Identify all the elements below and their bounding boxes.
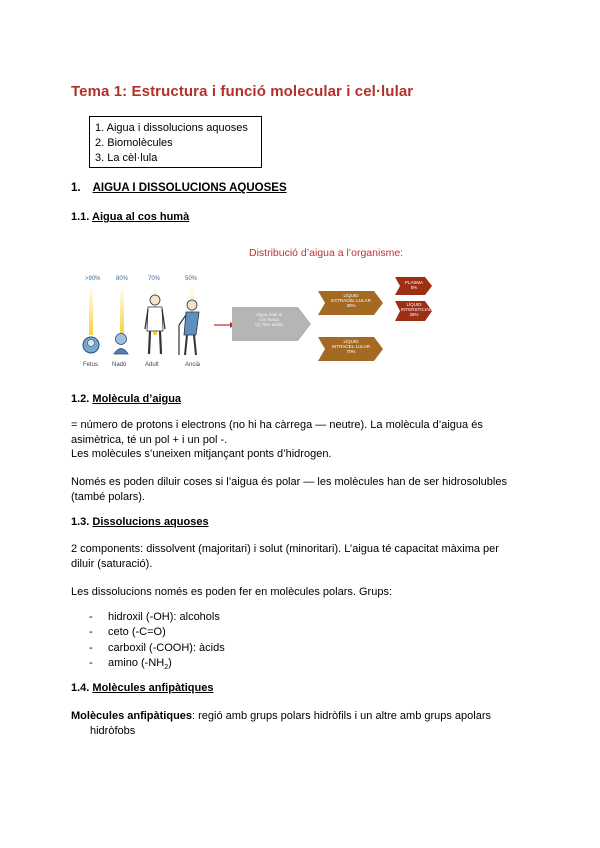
- page-title: Tema 1: Estructura i funció molecular i cel·lular: [71, 83, 414, 100]
- percentage-label: 50%: [185, 276, 198, 282]
- definition-term: Molècules anfipàtiques: [71, 710, 193, 722]
- subsection-number: 1.4.: [71, 682, 90, 694]
- subsection-title: Molècula d’aigua: [92, 393, 182, 405]
- text-line: 2 components: dissolvent (majoritari) i solut (minoritari). L’aigua té capacitat màxima per: [71, 543, 499, 555]
- subsection-heading-1-1: [71, 211, 189, 223]
- subsection-title: Dissolucions aquoses: [92, 516, 209, 528]
- toc-item: 1. Aigua i dissolucions aquoses: [95, 122, 248, 134]
- figure-title: Distribució d’aigua a l’organisme:: [249, 247, 404, 259]
- box-line: 30%: [346, 303, 356, 308]
- text-line: = número de protons i electrons (no hi ha càrrega — neutre). La molècula d’aigua és: [71, 419, 483, 431]
- box-line: LÍQUID: [343, 339, 359, 344]
- box-line: INTRACEL·LULAR: [331, 344, 371, 349]
- box-line: 70%: [346, 349, 356, 354]
- section-number: 1.: [71, 182, 81, 194]
- section-title: AIGUA I DISSOLUCIONS AQUOSES: [92, 182, 287, 194]
- paragraph: Les dissolucions només es poden fer en molècules polars. Grups:: [71, 586, 393, 598]
- toc-item: 3. La cèl·lula: [95, 152, 158, 164]
- subsection-heading-1-3: [71, 516, 209, 528]
- subsection-heading-1-2: [71, 393, 181, 405]
- paragraph: [71, 542, 541, 571]
- definition-text: hidròfobs: [90, 725, 136, 737]
- small-box-line: 5%: [410, 285, 418, 290]
- box-line: EXTRACEL·LULAR: [331, 298, 371, 303]
- baby-icon: [114, 334, 128, 355]
- center-box-line: (ej 70% adult): [255, 322, 283, 327]
- adult-icon: [145, 295, 165, 354]
- figure-caption: Fetus: [83, 362, 99, 368]
- percentage-label: 80%: [116, 276, 129, 282]
- text-line: Les molècules s’uneixen mitjançant ponts d’hidrogen.: [71, 448, 332, 460]
- water-distribution-figure: [75, 243, 545, 373]
- text-line: asimètrica, té un pol + i un pol -.: [71, 433, 228, 446]
- elderly-icon: [179, 300, 199, 355]
- list-item: - hidroxil (-OH): alcohols: [89, 610, 225, 625]
- percentage-label: 70%: [148, 276, 161, 282]
- subsection-number: 1.2.: [71, 393, 90, 405]
- center-box-line: Aigua total al: [255, 312, 283, 317]
- functional-groups-list: [89, 610, 225, 675]
- small-box-line: INTERSTICIAL: [401, 307, 432, 312]
- small-box-line: LÍQUID: [406, 302, 422, 307]
- text-line: (també polars).: [71, 490, 145, 503]
- human-figures-illustration: [75, 243, 235, 368]
- subsection-number: 1.3.: [71, 516, 90, 528]
- small-box-line: 25%: [409, 312, 419, 317]
- definition-paragraph: [71, 709, 541, 739]
- text-line: diluir (saturació).: [71, 557, 153, 570]
- paragraph: [71, 418, 541, 462]
- table-of-contents: [89, 116, 262, 168]
- list-item: - ceto (-C=O): [89, 625, 225, 640]
- fetus-icon: [83, 337, 99, 353]
- center-box-line: cos humà: [259, 317, 279, 322]
- figure-caption: Nadó: [112, 362, 127, 368]
- definition-text: : regió amb grups polars hidròfils i un altre amb grups apolars: [192, 710, 492, 722]
- subsection-title: Aigua al cos humà: [92, 211, 190, 223]
- paragraph: [71, 475, 541, 504]
- box-line: LÍQUID: [343, 293, 359, 298]
- figure-caption: Adult: [145, 362, 159, 368]
- percentage-label: >90%: [85, 276, 101, 282]
- list-item: - amino $(-NH_2)$: [89, 656, 225, 675]
- subsection-title: Molècules anfipàtiques: [92, 682, 214, 694]
- section-heading-1: [71, 182, 287, 194]
- toc-item: 2. Biomolècules: [95, 137, 173, 149]
- small-box-line: PLASMA: [404, 280, 424, 285]
- text-line: Només es poden diluir coses si l’aigua és polar — les molècules han de ser hidrosolubles: [71, 476, 507, 488]
- subsection-heading-1-4: [71, 682, 213, 694]
- subsection-number: 1.1.: [71, 211, 90, 223]
- figure-caption: Ancià: [185, 362, 201, 368]
- list-item: - carboxil (-COOH): àcids: [89, 641, 225, 656]
